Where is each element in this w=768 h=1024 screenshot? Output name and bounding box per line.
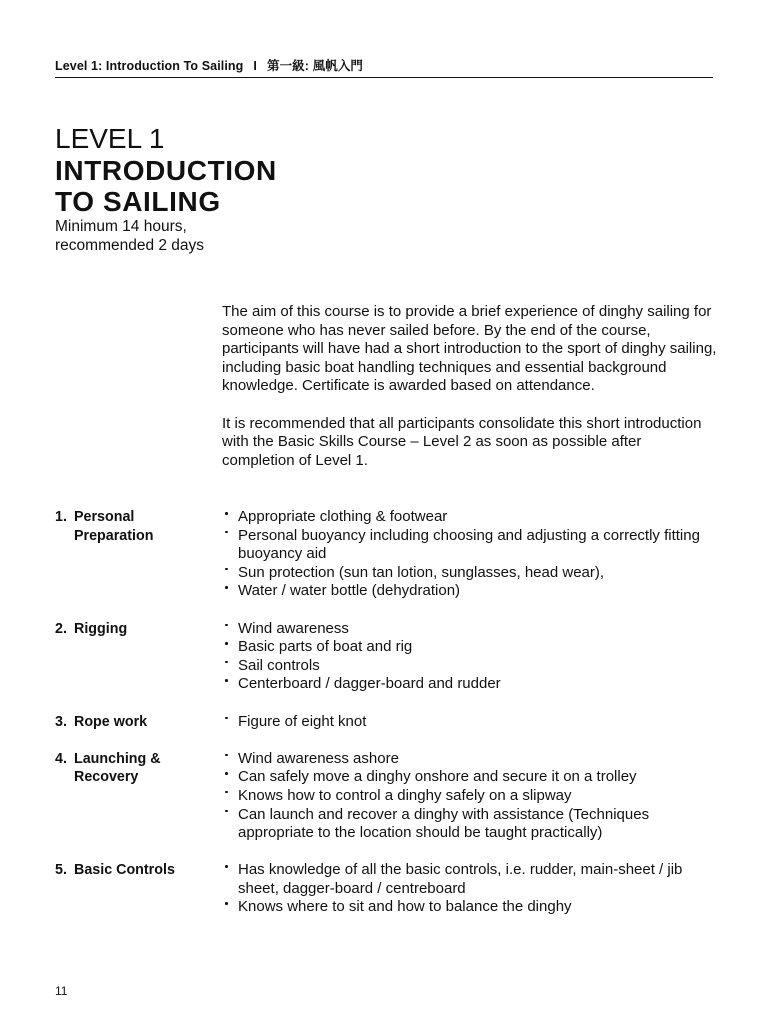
section-title: Basic Controls [74, 862, 175, 879]
syllabus-section [55, 861, 725, 917]
syllabus-section [55, 750, 725, 843]
section-heading [55, 750, 222, 787]
section-item: Sail controls [222, 657, 718, 676]
section-number: 1. [55, 509, 67, 525]
section-item: Centerboard / dagger-board and rudder [222, 675, 718, 694]
section-title: Rigging [74, 620, 128, 637]
section-number: 2. [55, 620, 67, 637]
course-duration [55, 217, 315, 255]
section-title: Rope work [74, 713, 148, 730]
section-heading [55, 861, 222, 880]
section-item: Figure of eight knot [222, 713, 718, 732]
section-heading [55, 713, 222, 732]
section-item: Sun protection (sun tan lotion, sunglasses, head wear), [222, 564, 718, 583]
section-item: Has knowledge of all the basic controls, i.e. rudder, main-sheet / jib sheet, dagger-board / centreboard [222, 861, 718, 898]
section-item: Can launch and recover a dinghy with assistance (Techniques appropriate to the location should be taught practically) [222, 806, 718, 843]
section-title: Personal Preparation [74, 509, 154, 544]
intro-paragraph-recommendation: It is recommended that all participants consolidate this short introduction with the Basic Skills Course – Level 2 as soon as possible after completion of Level 1. [222, 414, 702, 469]
course-title-line-1: INTRODUCTION [55, 155, 277, 186]
section-item: Appropriate clothing & footwear [222, 508, 718, 527]
section-heading [55, 508, 222, 545]
section-number: 5. [55, 862, 67, 879]
section-item: Personal buoyancy including choosing and adjusting a correctly fitting buoyancy aid [222, 527, 718, 564]
header-separator: I [253, 59, 257, 73]
course-title-line-2: TO SAILING [55, 186, 221, 217]
syllabus-sections [55, 508, 725, 936]
header-title-chinese: 第一級: 風帆入門 [266, 59, 364, 73]
section-item-list [222, 620, 718, 694]
section-item: Wind awareness ashore [222, 750, 718, 769]
header-divider [55, 77, 713, 78]
section-item: Can safely move a dinghy onshore and secure it on a trolley [222, 768, 718, 787]
header-title-english: Level 1: Introduction To Sailing [55, 59, 244, 73]
intro-paragraph-aim: The aim of this course is to provide a brief experience of dinghy sailing for someone who has never sailed before. By the end of the course, participants will have had a short introduction to the sport of dinghy sailing, including basic boat handling techniques and essential background knowledge. Certificate is awarded based on attendance. [222, 303, 717, 395]
course-duration-line-1: Minimum 14 hours, [55, 218, 187, 235]
section-item-list [222, 713, 718, 732]
section-item-list [222, 861, 718, 917]
running-header [55, 56, 713, 74]
course-title [55, 155, 375, 217]
section-item: Water / water bottle (dehydration) [222, 582, 718, 601]
section-number: 3. [55, 713, 67, 730]
course-introduction [222, 303, 718, 470]
section-heading [55, 620, 222, 639]
syllabus-section [55, 713, 725, 732]
section-item: Basic parts of boat and rig [222, 638, 718, 657]
section-number: 4. [55, 750, 67, 767]
section-title: Launching & Recovery [74, 750, 161, 786]
section-item: Wind awareness [222, 620, 718, 639]
level-label: LEVEL 1 [55, 123, 165, 154]
section-item: Knows where to sit and how to balance the dinghy [222, 898, 718, 917]
section-item-list [222, 750, 718, 843]
syllabus-section [55, 508, 725, 601]
page-number: 11 [55, 984, 68, 998]
syllabus-section [55, 620, 725, 694]
section-item: Knows how to control a dinghy safely on a slipway [222, 787, 718, 806]
section-item-list [222, 508, 718, 601]
course-duration-line-2: recommended 2 days [55, 237, 205, 254]
